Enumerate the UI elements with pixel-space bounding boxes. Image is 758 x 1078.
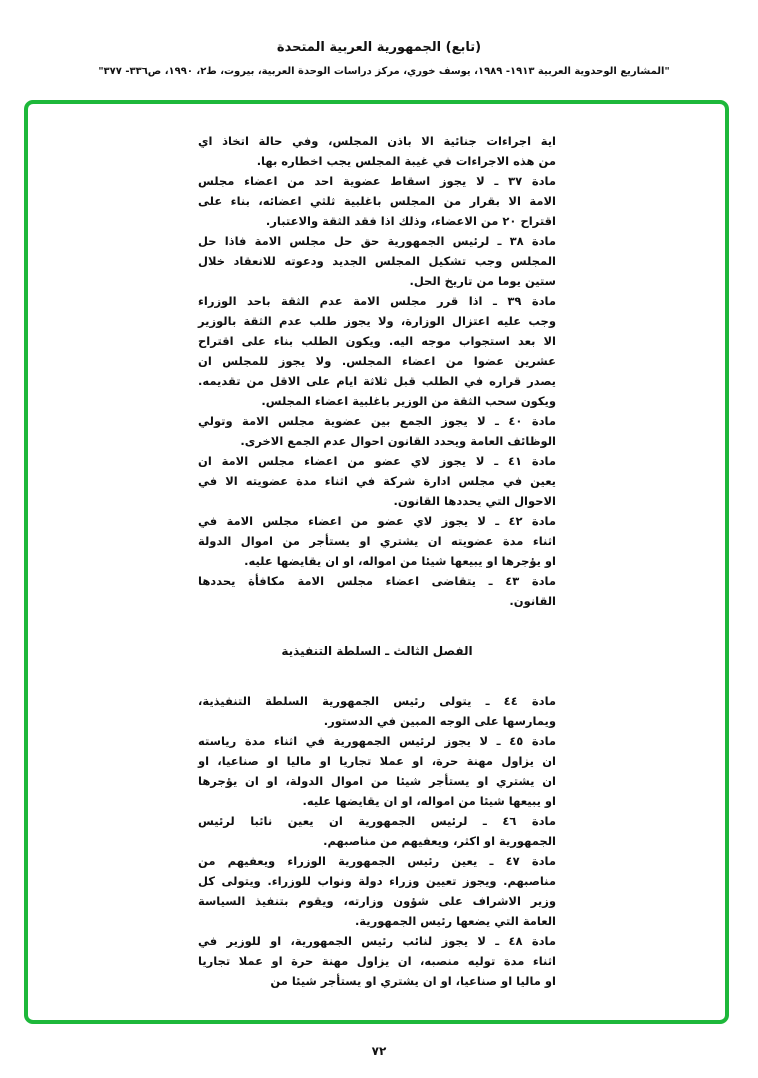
- document-body: [198, 131, 556, 991]
- text-line: مادة ٤٤ ـ يتولى رئيس الجمهورية السلطة التنفيذية،: [198, 694, 557, 708]
- text-line: الجمهورية او اكثر، ويعفيهم من مناصبهم.: [323, 834, 556, 848]
- text-line: مادة ٤٠ ـ لا يجوز الجمع بين عضوية مجلس الامة وتولي: [198, 414, 556, 428]
- text-line: مادة ٤٨ ـ لا يجوز لنائب رئيس الجمهورية، او للوزير في: [198, 934, 556, 948]
- article-paragraph: [198, 411, 556, 451]
- article-paragraph: [198, 171, 556, 231]
- article-paragraph: [198, 931, 556, 991]
- text-line: الامة الا بقرار من المجلس باغلبية ثلثي اعضائه، بناء على: [198, 194, 556, 208]
- article-paragraph: [198, 291, 556, 411]
- article-paragraph: [198, 811, 556, 851]
- text-line: وزير الاشراف على شؤون وزارته، ويقوم بتنفيذ السياسة: [198, 894, 556, 908]
- text-line: يصدر قراره في الطلب قبل ثلاثة ايام على الاقل من تقديمه.: [198, 374, 556, 388]
- articles-executive: [198, 691, 556, 991]
- text-line: مادة ٤١ ـ لا يجوز لاي عضو من اعضاء مجلس الامة ان: [198, 454, 556, 468]
- text-line: ان يشتري او يستأجر شيئا من اموال الدولة، او ان يؤجرها: [198, 774, 556, 788]
- page-header-title: (تابع) الجمهورية العربية المتحدة: [276, 40, 482, 55]
- article-paragraph: [198, 511, 556, 571]
- text-line: الاحوال التي يحددها القانون.: [393, 494, 556, 508]
- text-line: مادة ٣٩ ـ اذا قرر مجلس الامة عدم الثقة باحد الوزراء: [198, 294, 556, 308]
- article-paragraph: [198, 131, 556, 171]
- text-line: مادة ٤٣ ـ يتقاضى اعضاء مجلس الامة مكافأة يحددها: [198, 574, 556, 588]
- text-line: القانون.: [509, 594, 556, 608]
- text-line: اثناء مدة توليه منصبه، ان يزاول مهنة حرة او عملا تجاريا: [198, 954, 556, 968]
- text-line: مادة ٤٢ ـ لا يجوز لاي عضو من اعضاء مجلس الامة في: [198, 514, 556, 528]
- article-paragraph: [198, 691, 556, 731]
- text-line: اثناء مدة عضويته ان يشتري او يستأجر من اموال الدولة: [198, 534, 556, 548]
- page-number: ٧٢: [371, 1044, 387, 1058]
- text-line: وجب عليه اعتزال الوزارة، ولا يجوز طلب عدم الثقة بالوزير: [198, 314, 556, 328]
- text-line: مادة ٣٨ ـ لرئيس الجمهورية حق حل مجلس الامة فاذا حل: [198, 234, 556, 248]
- text-line: مادة ٤٦ ـ لرئيس الجمهورية ان يعين نائبا لرئيس: [198, 814, 556, 828]
- section-heading: الفصل الثالث ـ السلطة التنفيذية: [281, 644, 473, 658]
- text-line: الوظائف العامة ويحدد القانون احوال عدم الجمع الاخرى.: [240, 434, 556, 448]
- text-line: ويمارسها على الوجه المبين في الدستور.: [323, 714, 556, 728]
- article-paragraph: [198, 231, 556, 291]
- text-line: ويكون سحب الثقة من الوزير باغلبية اعضاء المجلس.: [261, 394, 556, 408]
- article-paragraph: [198, 451, 556, 511]
- text-line: او يؤجرها او يبيعها شيئا من امواله، او ان يقايضها عليه.: [244, 554, 556, 568]
- article-paragraph: [198, 851, 556, 931]
- text-line: المجلس وجب تشكيل المجلس الجديد ودعوته للانعقاد خلال: [198, 254, 556, 268]
- text-line: الا بعد استجواب موجه اليه. ويكون الطلب بناء على اقتراح: [198, 334, 556, 348]
- text-line: يعين في مجلس ادارة شركة في اثناء مدة عضويته الا في: [198, 474, 556, 488]
- article-paragraph: [198, 731, 556, 811]
- text-line: العامة التي يضعها رئيس الجمهورية.: [354, 914, 556, 928]
- text-line: مادة ٣٧ ـ لا يجوز اسقاط عضوية احد من اعضاء مجلس: [198, 174, 556, 188]
- text-line: مادة ٤٥ ـ لا يجوز لرئيس الجمهورية في اثناء مدة رياسته: [198, 734, 557, 748]
- text-line: مادة ٤٧ ـ يعين رئيس الجمهورية الوزراء ويعفيهم من: [198, 854, 556, 868]
- articles-legislative: [198, 131, 556, 611]
- text-line: او ماليا او صناعيا، او ان يشتري او يستأجر شيئا من: [270, 974, 556, 988]
- text-line: عشرين عضوا من اعضاء المجلس. ولا يجوز للمجلس ان: [198, 354, 556, 368]
- article-paragraph: [198, 571, 556, 611]
- text-line: او يبيعها شيئا من امواله، او ان يقايضها عليه.: [302, 794, 556, 808]
- text-line: من هذه الاجراءات في غيبة المجلس يجب اخطاره بها.: [256, 154, 556, 168]
- text-line: ان يزاول مهنة حرة، او عملا تجاريا او ماليا او صناعيا، او: [198, 754, 556, 768]
- source-citation: "المشاريع الوحدوية العربية ١٩١٣- ١٩٨٩، يوسف خوري، مركز دراسات الوحدة العربية، بيروت، ط٢، ١٩٩٠، ص٣٣٦- ٣٧٧": [98, 66, 670, 77]
- text-line: اية اجراءات جنائية الا باذن المجلس، وفي حالة اتخاذ اي: [198, 134, 556, 148]
- text-line: ستين يوما من تاريخ الحل.: [409, 274, 556, 288]
- text-line: اقتراح ٢٠ من الاعضاء، وذلك اذا فقد الثقة والاعتبار.: [265, 214, 556, 228]
- text-line: مناصبهم. ويجوز تعيين وزراء دولة ونواب للوزراء. ويتولى كل: [198, 874, 556, 888]
